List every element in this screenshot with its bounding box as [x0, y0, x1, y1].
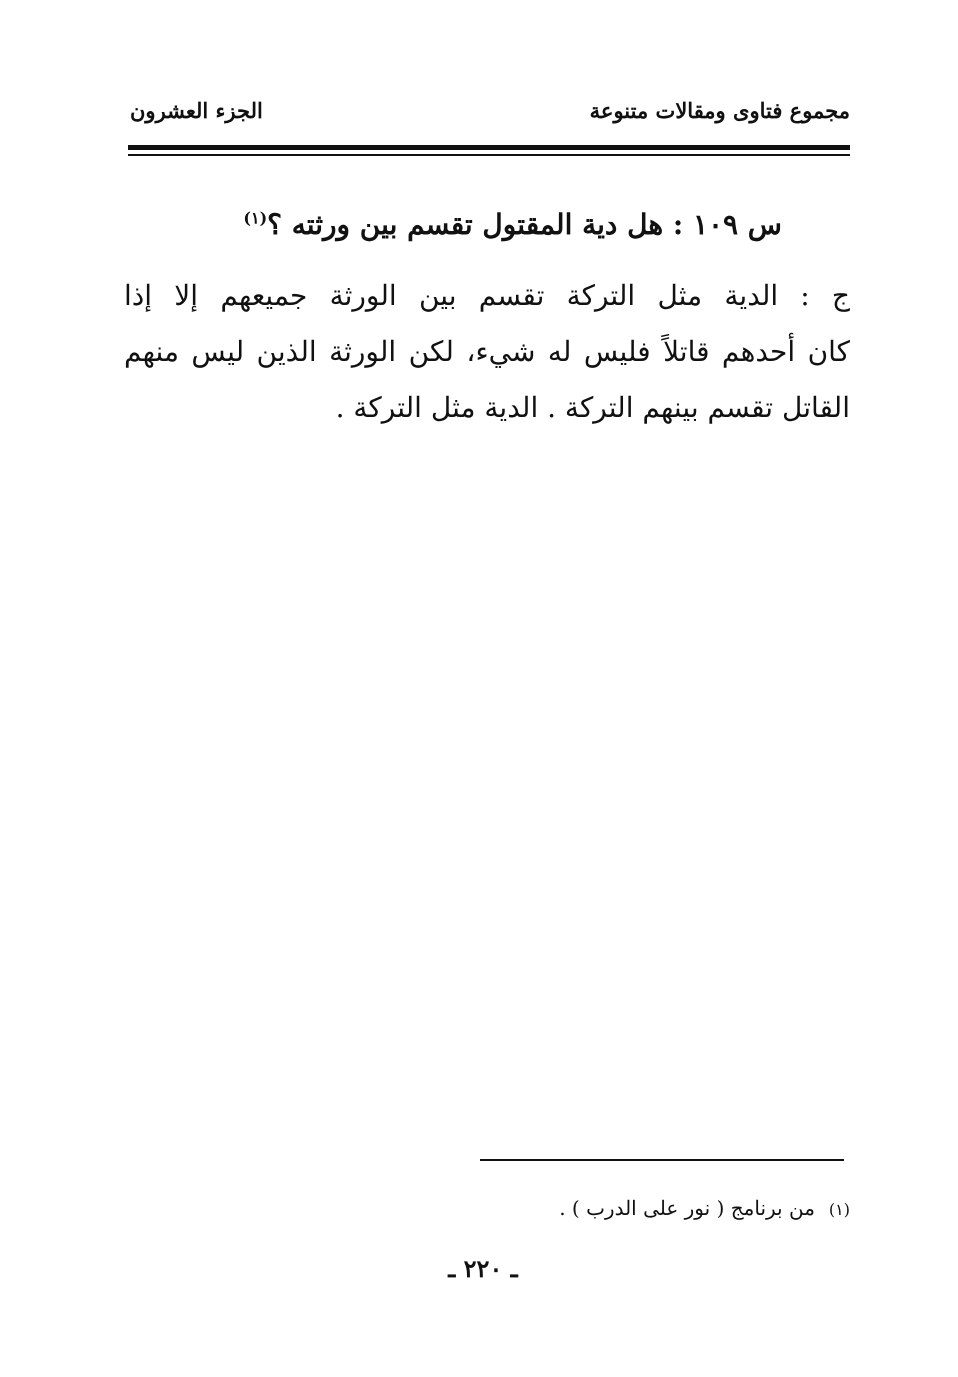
header-rule-thin	[128, 154, 850, 156]
answer-line-2: كان أحدهم قاتلاً فليس له شيء، لكن الورثة الذين ليس منهم	[124, 335, 850, 368]
footnote-text: من برنامج ( نور على الدرب ) .	[559, 1196, 815, 1220]
footnote	[559, 1196, 850, 1220]
question-footnote-ref: (١)	[243, 208, 268, 228]
answer-paragraph	[124, 268, 850, 436]
running-header	[124, 98, 850, 138]
answer-line-1-text: الدية مثل التركة تقسم بين الورثة جميعهم إلا إذا	[124, 279, 779, 312]
question-text: س ١٠٩ : هل دية المقتول تقسم بين ورثته ؟	[267, 208, 782, 241]
page-number: ـ ٢٢٠ ـ	[448, 1254, 518, 1283]
volume-label: الجزء العشرون	[130, 98, 263, 123]
question-heading	[243, 208, 782, 241]
header-rule-thick	[128, 145, 850, 150]
answer-line-1	[124, 268, 850, 324]
answer-line-3: القاتل تقسم بينهم التركة . الدية مثل التركة .	[335, 391, 850, 424]
footnote-separator	[480, 1159, 844, 1161]
footnote-marker: (١)	[828, 1200, 850, 1219]
answer-label: ج :	[800, 279, 850, 312]
book-title: مجموع فتاوى ومقالات متنوعة	[589, 98, 850, 123]
